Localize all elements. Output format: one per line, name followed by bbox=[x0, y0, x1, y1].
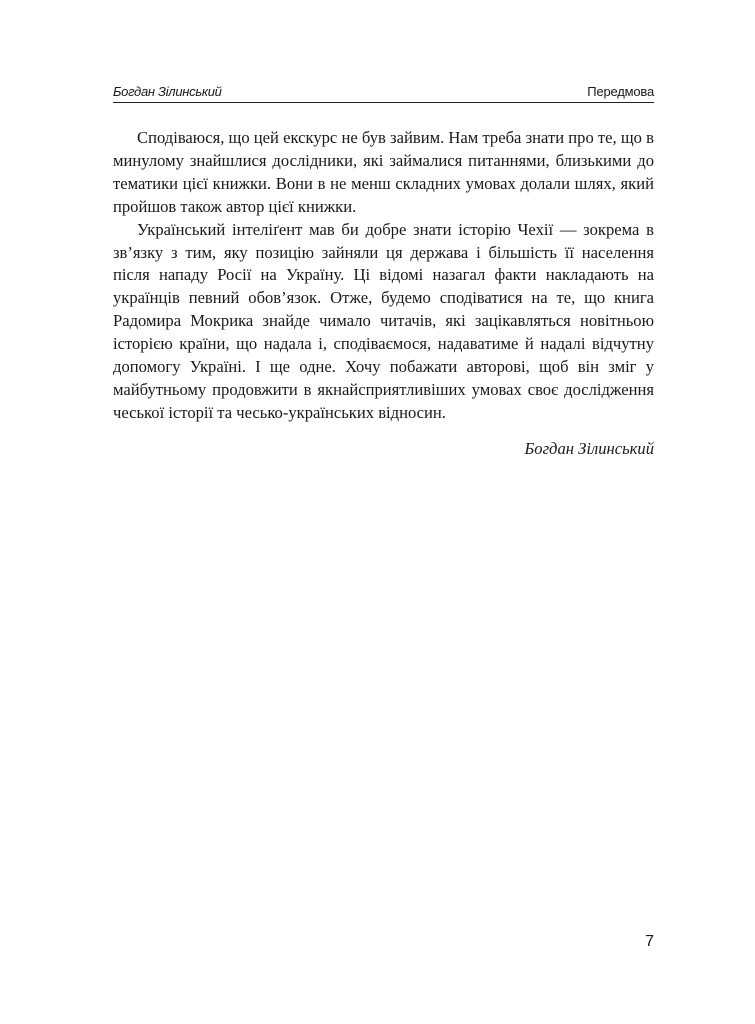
header-section-title: Передмова bbox=[587, 84, 654, 99]
paragraph: Сподіваюся, що цей екскурс не був зайвим. Нам треба знати про те, що в минулому знайшлися дослідники, які займалися питаннями, близькими до тематики цієї книжки. Вони в не менш складних умовах долали шлях, який пройшов також автор цієї книжки. bbox=[113, 128, 654, 216]
running-header bbox=[113, 82, 654, 103]
header-author: Богдан Зілинський bbox=[113, 84, 222, 99]
signature: Богдан Зілинський bbox=[524, 439, 654, 458]
body-text bbox=[113, 127, 654, 425]
paragraph: Український інтеліґент мав би добре знати історію Чехії — зокрема в зв’язку з тим, яку позицію зайняли ця держава і більшість її населення після нападу Росії на Україну. Ці відомі назагал факти накладають на українців певний обов’язок. Отже, будемо сподіватися на те, що книга Радомира Мокрика знайде чимало читачів, які зацікавляться новітньою історією країни, що надала і, сподіваємося, надаватиме й надалі відчутну допомогу Україні. І ще одне. Хочу побажати авторові, щоб він зміг у майбутньому продовжити в якнайсприятливіших умовах своє дослідження чеської історії та чесько-українських відносин. bbox=[113, 219, 654, 422]
page-number: 7 bbox=[645, 933, 654, 950]
